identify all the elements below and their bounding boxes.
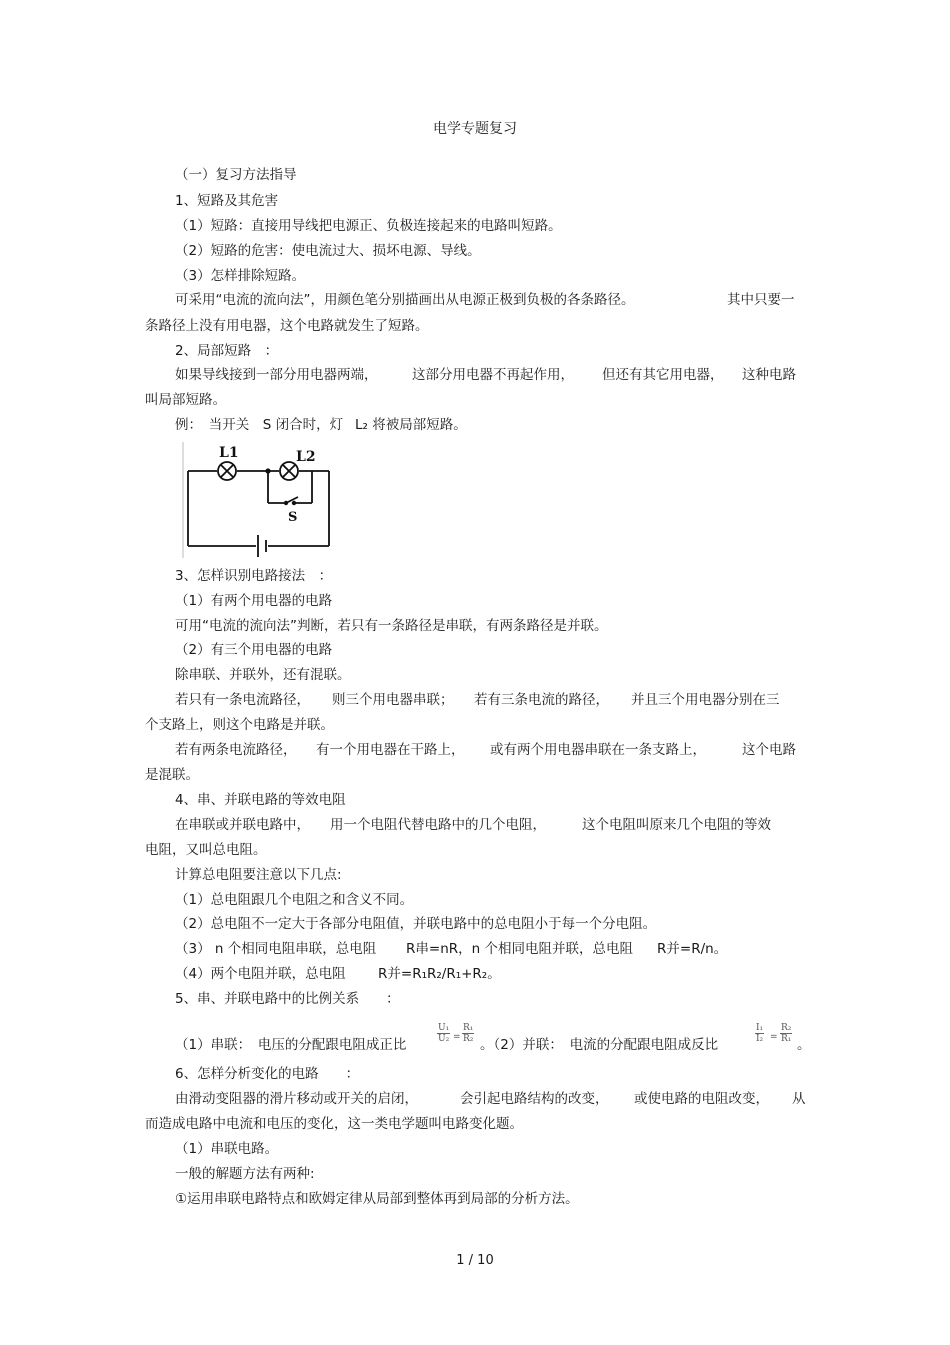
parallel-ratio-resistance: $\frac{\text{R₂}}{\text{R₁}}$	[781, 1023, 792, 1044]
equals-sign: =	[453, 1032, 461, 1042]
text-line: 而造成电路中电流和电压的变化，这一类电学题叫电路变化题。	[145, 1116, 523, 1132]
text-line: （1）有两个用电器的电路	[175, 593, 333, 609]
text-line: 若有两条电流路径，	[175, 742, 297, 758]
text-line: 例： 当开关 S 闭合时，灯	[175, 417, 344, 433]
text-line: （2）有三个用电器的电路	[175, 642, 333, 658]
text-line: R并=R/n。	[657, 941, 728, 957]
page-title: 电学专题复习	[433, 121, 517, 137]
subheading: 3、怎样识别电路接法 ：	[175, 568, 333, 584]
text-line: 这部分用电器不再起作用，	[412, 367, 574, 383]
text-line: （4）两个电阻并联，总电阻	[175, 966, 346, 982]
text-line: 会引起电路结构的改变，	[460, 1091, 609, 1107]
text-line: 可用“电流的流向法”判断，若只有一条路径是串联，有两条路径是并联。	[175, 618, 608, 634]
text-line: R并=R₁R₂/R₁+R₂。	[378, 966, 501, 982]
text-line: 。（2）并联： 电流的分配跟电阻成反比	[480, 1037, 719, 1053]
text-line: （1）串联电路。	[175, 1141, 279, 1157]
parallel-ratio-current: $\frac{\text{I₁}}{\text{I₂}}$	[756, 1023, 764, 1044]
label-s: S	[288, 510, 298, 525]
text-line: 条路径上没有用电器，这个电路就发生了短路。	[145, 318, 429, 334]
subheading: 4、串、并联电路的等效电阻	[175, 792, 346, 808]
label-l1: L1	[219, 445, 239, 461]
subheading: 6、怎样分析变化的电路 ：	[175, 1066, 360, 1082]
text-line: 或有两个用电器串联在一条支路上，	[490, 742, 706, 758]
text-line: 其中只要一	[727, 292, 795, 308]
text-line: 这个电路	[742, 742, 796, 758]
text-line: 由滑动变阻器的滑片移动或开关的启闭，	[175, 1091, 418, 1107]
page-number: 1 / 10	[456, 1253, 494, 1268]
text-line: （2）总电阻不一定大于各部分电阻值，并联电路中的总电阻小于每一个分电阻。	[175, 916, 657, 932]
text-line: 电阻，又叫总电阻。	[145, 842, 267, 858]
text-line: 是混联。	[145, 767, 199, 783]
text-line: 但还有其它用电器，	[602, 367, 724, 383]
series-ratio-voltage: $\frac{\text{U₁}}{\text{U₂}}$	[438, 1023, 450, 1044]
text-line: 个支路上，则这个电路是并联。	[145, 717, 334, 733]
text-line: 若有三条电流的路径，	[474, 692, 609, 708]
text-line: （2）短路的危害：使电流过大、损坏电源、导线。	[175, 243, 481, 259]
series-ratio-resistance: $\frac{\text{R₁}}{\text{R₂}}$	[463, 1023, 474, 1044]
text-line: 在串联或并联电路中，	[175, 817, 310, 833]
text-line: （1）总电阻跟几个电阻之和含义不同。	[175, 892, 414, 908]
subheading: 1、短路及其危害	[175, 193, 279, 209]
text-line: 除串联、并联外，还有混联。	[175, 667, 351, 683]
text-line: （1）串联： 电压的分配跟电阻成正比	[175, 1037, 407, 1053]
text-line: L₂ 将被局部短路。	[355, 417, 467, 433]
text-line: 这个电阻叫原来几个电阻的等效	[582, 817, 771, 833]
subheading: 2、局部短路 ：	[175, 343, 279, 359]
circuit-diagram	[182, 442, 336, 558]
text-line: 或使电路的电阻改变，	[634, 1091, 769, 1107]
text-line: 可采用“电流的流向法”，用颜色笔分别描画出从电源正极到负极的各条路径。	[175, 292, 635, 308]
text-line: 有一个用电器在干路上，	[316, 742, 465, 758]
text-line: 从	[792, 1091, 806, 1107]
text-line: （3） n 个相同电阻串联，总电阻	[175, 941, 377, 957]
text-line: （1）短路：直接用导线把电源正、负极连接起来的电路叫短路。	[175, 218, 562, 234]
subheading: 5、串、并联电路中的比例关系 ：	[175, 991, 400, 1007]
text-line: 这种电路	[742, 367, 796, 383]
text-line: 一般的解题方法有两种:	[175, 1166, 315, 1182]
text-line: 计算总电阻要注意以下几点:	[175, 867, 342, 883]
text-line: 叫局部短路。	[145, 392, 226, 408]
text-line: （3）怎样排除短路。	[175, 268, 306, 284]
text-line: 若只有一条电流路径，	[175, 692, 310, 708]
text-line: 则三个用电器串联；	[332, 692, 454, 708]
text-line: ①运用串联电路特点和欧姆定律从局部到整体再到局部的分析方法。	[175, 1191, 579, 1207]
text-line: 并且三个用电器分别在三	[631, 692, 780, 708]
text-line: 如果导线接到一部分用电器两端，	[175, 367, 378, 383]
label-l2: L2	[296, 449, 316, 465]
text-line: R串=nR，n 个相同电阻并联，总电阻	[406, 941, 633, 957]
section-heading: （一）复习方法指导	[175, 167, 297, 183]
text-line: 。	[797, 1037, 811, 1053]
equals-sign: =	[770, 1032, 778, 1042]
text-line: 用一个电阻代替电路中的几个电阻，	[330, 817, 546, 833]
